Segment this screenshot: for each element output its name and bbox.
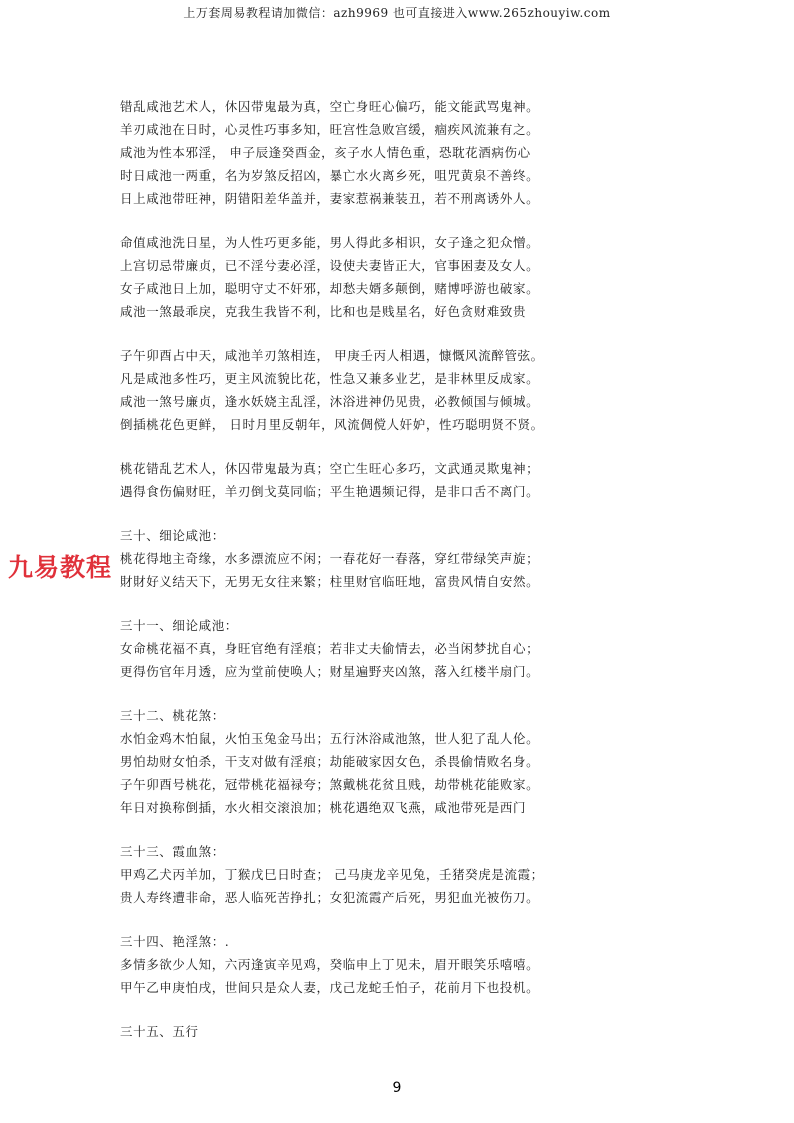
text-line: 倒插桃花色更鲜， 日时月里反朝年，风流倜傥人奸妒，性巧聪明贤不贤。 (120, 417, 544, 432)
section (120, 704, 680, 819)
text-line: 男怕劫财女怕杀，干支对做有淫痕；劫能破家因女色，杀畏偷情败名身。 (120, 754, 540, 769)
text-line: 年日对换称倒插，水火相交滚浪加；桃花遇绝双飞燕，咸池带死是西门 (120, 800, 527, 815)
page-header: 上万套周易教程请加微信：azh9969 也可直接进入www.265zhouyiw.com (183, 6, 611, 20)
text-line: 咸池一煞最乖戾，克我生我皆不利，比和也是贱星名，好色贪财难致贵 (120, 304, 527, 319)
text-line: 咸池一煞号廉贞，逢水妖娆主乱淫，沐浴进神仍见贵，必教倾国与倾城。 (120, 394, 540, 409)
section-heading: 三十、细论咸池： (120, 528, 225, 543)
text-line: 错乱咸池艺术人，休囚带鬼最为真，空亡身旺心偏巧，能文能武骂鬼神。 (120, 99, 540, 114)
text-line: 桃花错乱艺术人，休囚带鬼最为真；空亡生旺心多巧，文武通灵欺鬼神； (120, 461, 540, 476)
page-number: 9 (392, 1080, 402, 1096)
text-line: 桃花得地主奇缘，水多漂流应不闲；一春花好一春落，穿红带绿笑声旋； (120, 551, 540, 566)
paragraph (120, 457, 680, 503)
section-heading: 三十三、霞血煞： (120, 844, 225, 859)
text-line: 子午卯酉占中天，咸池羊刃煞相连， 甲庚壬丙人相遇，慷慨风流醉管弦。 (120, 348, 544, 363)
document-body (120, 95, 680, 1043)
section-heading: 三十五、五行 (120, 1024, 199, 1039)
paragraph (120, 95, 680, 210)
text-line: 多情多欲少人知，六丙逢寅辛见鸡，癸临申上丁见未，眉开眼笑乐嘻嘻。 (120, 957, 540, 972)
paragraph (120, 344, 680, 436)
text-line: 女命桃花福不真，身旺官绝有淫痕；若非丈夫偷情去，必当闲梦扰自心； (120, 641, 540, 656)
section (120, 930, 680, 999)
text-line: 凡是咸池多性巧，更主风流貌比花，性急又兼多业艺，是非林里反成家。 (120, 371, 540, 386)
section-heading: 三十四、艳淫煞：. (120, 934, 230, 949)
section (120, 1020, 680, 1043)
text-line: 甲午乙申庚怕戌，世间只是众人妻，戊己龙蛇壬怕子，花前月下也投机。 (120, 980, 540, 995)
text-line: 命值咸池洗日星，为人性巧更多能，男人得此多相识，女子逢之犯众憎。 (120, 235, 540, 250)
section (120, 614, 680, 683)
text-line: 咸池为性本邪淫， 申子辰逢癸酉金，亥子水人情色重，恐耽花酒病伤心 (120, 145, 531, 160)
text-line: 子午卯酉号桃花，冠带桃花福禄夸；煞戴桃花贫且贱，劫带桃花能败家。 (120, 777, 540, 792)
text-line: 贵人寿终遭非命，恶人临死苦挣扎；女犯流霞产后死，男犯血光被伤刀。 (120, 890, 540, 905)
text-line: 水怕金鸡木怕鼠，火怕玉兔金马出；五行沐浴咸池煞，世人犯了乱人伦。 (120, 731, 540, 746)
text-line: 日上咸池带旺神，阴错阳差华盖并，妻家惹祸兼装丑，若不刑离诱外人。 (120, 191, 540, 206)
text-line: 上宫切忌带廉贞，已不淫兮妻必淫，设使夫妻皆正大，官事困妻及女人。 (120, 258, 540, 273)
section (120, 524, 680, 593)
section-heading: 三十二、桃花煞： (120, 708, 225, 723)
watermark-logo: 九易教程 (8, 553, 113, 582)
text-line: 时日咸池一两重，名为岁煞反招凶，暴亡水火离乡死，咀咒黄泉不善终。 (120, 168, 540, 183)
text-line: 財財好义结天下，无男无女往来繁；柱里财官临旺地，富贵风情自安然。 (120, 574, 540, 589)
paragraph (120, 231, 680, 323)
text-line: 遇得食伤偏财旺，羊刃倒戈莫同临；平生艳遇频记得，是非口舌不离门。 (120, 484, 540, 499)
text-line: 女子咸池日上加，聪明守丈不奸邪，却愁夫婿多颠倒，赌博呼游也破家。 (120, 281, 540, 296)
text-line: 羊刃咸池在日时，心灵性巧事多知，旺宫性急败宫缓，痼疾风流兼有之。 (120, 122, 540, 137)
section-heading: 三十一、细论咸池： (120, 618, 238, 633)
section (120, 840, 680, 909)
text-line: 更得伤官年月透，应为堂前使唤人；财星遍野夹凶煞，落入红楼半扇门。 (120, 664, 540, 679)
text-line: 甲鸡乙犬丙羊加，丁猴戊巳日时查； 己马庚龙辛见兔，壬猪癸虎是流霞； (120, 867, 544, 882)
